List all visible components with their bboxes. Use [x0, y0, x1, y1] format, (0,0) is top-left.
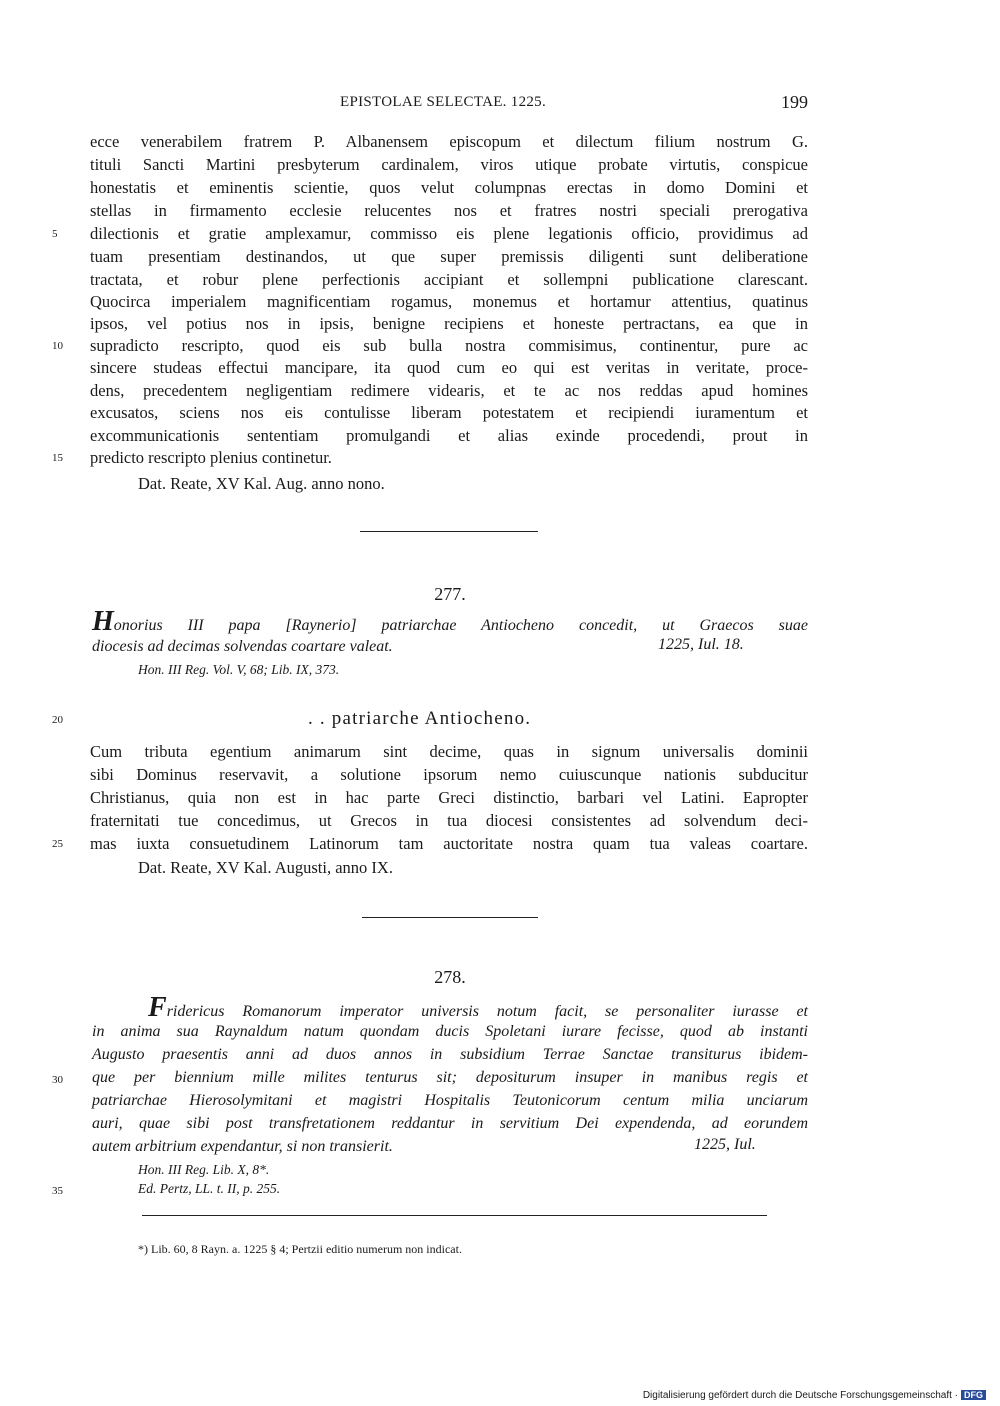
regest-line [148, 992, 808, 1023]
document-number: 277. [434, 584, 466, 604]
line-number: 35 [52, 1185, 63, 1197]
line-number: 5 [52, 228, 58, 240]
regest-line: diocesis ad decimas solvendas coartare valeat. [92, 638, 393, 655]
regest-line: auri, quae sibi post transfretationem reddantur in servitium Dei expendenda, ad eorundem [92, 1115, 808, 1132]
regest-line: Augusto praesentis anni ad duos annos in subsidium Terrae Sanctae transiturus ibidem- [92, 1046, 808, 1063]
text-line: Quocirca imperialem magnificentiam rogamus, monemus et hortamur attentius, quatinus [90, 292, 808, 311]
footnote-rule [142, 1215, 767, 1216]
address-line: . . patriarche Antiocheno. [308, 708, 532, 729]
text-line: dilectionis et gratie amplexamur, commisso eis plene legationis officio, providimus ad [90, 224, 808, 243]
line-number: 10 [52, 340, 63, 352]
funding-text: Digitalisierung gefördert durch die Deutsche Forschungsgemeinschaft · [642, 1390, 958, 1401]
regest-line [92, 606, 808, 637]
footnote: *) Lib. 60, 8 Rayn. a. 1225 § 4; Pertzii editio numerum non indicat. [138, 1242, 462, 1256]
regest-initial: F [148, 992, 167, 1023]
text-line: tuam presentiam destinandos, ut que super premissis diligenti sunt deliberatione [90, 247, 808, 266]
regest-line: patriarchae Hierosolymitani et magistri Hospitalis Teutonicorum centum milia unciarum [92, 1092, 808, 1109]
text-line: supradicto rescripto, quod eis sub bulla nostra commisimus, continentur, pure ac [90, 336, 808, 355]
text-line: tituli Sancti Martini presbyterum cardinalem, viros utique probate virtutis, conspicue [90, 155, 808, 174]
dating-clause: Dat. Reate, XV Kal. Aug. anno nono. [138, 474, 385, 493]
line-number: 20 [52, 714, 63, 726]
source-citation: Ed. Pertz, LL. t. II, p. 255. [138, 1181, 281, 1196]
text-line: excommunicationis sententiam promulgandi et alias exinde procedendi, prout in [90, 426, 808, 445]
page-number: 199 [781, 92, 808, 112]
running-title: EPISTOLAE SELECTAE. 1225. [340, 94, 547, 110]
text-line: Cum tributa egentium animarum sint decime, quas in signum universalis dominii [90, 742, 808, 761]
section-divider [360, 531, 538, 532]
line-number: 15 [52, 452, 63, 464]
line-number: 25 [52, 838, 63, 850]
line-number: 30 [52, 1074, 63, 1086]
regest-text: ridericus Romanorum imperator universis notum facit, se personaliter iurasse et [166, 1003, 808, 1020]
dating-clause: Dat. Reate, XV Kal. Augusti, anno IX. [138, 858, 393, 877]
text-line: fraternitati tue concedimus, ut Grecos in tua diocesi consistentes ad solvendum deci- [90, 811, 808, 830]
text-line: mas iuxta consuetudinem Latinorum tam auctoritate nostra quam tua valeas coartare. [90, 834, 808, 853]
text-line: sincere studeas effectui mancipare, ita quod cum eo qui est veritas in veritate, proce- [90, 358, 808, 377]
funding-notice [643, 1390, 986, 1401]
source-citation: Hon. III Reg. Lib. X, 8*. [138, 1162, 270, 1177]
section-divider [362, 917, 538, 918]
text-line: sibi Dominus reservavit, a solutione ipsorum nemo cuiuscunque nationis subducitur [90, 765, 808, 784]
regest-line: autem arbitrium expendantur, si non transierit. [92, 1138, 393, 1155]
page-header [90, 92, 808, 116]
regest-line: in anima sua Raynaldum natum quondam ducis Spoletani iurare fecisse, quod ab instanti [92, 1023, 808, 1040]
regest-date: 1225, Iul. 18. [658, 636, 744, 653]
document-number: 278. [434, 967, 466, 987]
text-line: dens, precedentem negligentiam redimere videaris, et te ac nos reddas apud homines [90, 381, 808, 400]
text-line: honestatis et eminentis scientie, quos velut columpnas erectas in domo Domini et [90, 178, 808, 197]
regest-text: onorius III papa [Raynerio] patriarchae Antiocheno concedit, ut Graecos suae [113, 617, 808, 634]
text-line: predicto rescripto plenius continetur. [90, 448, 332, 467]
dfg-logo: DFG [961, 1390, 986, 1400]
regest-line: que per biennium mille milites tenturus sit; depositurum insuper in manibus regis et [92, 1069, 808, 1086]
text-line: stellas in firmamento ecclesie relucentes nos et fratres nostri speciali prerogativa [90, 201, 808, 220]
regest-initial: H [92, 606, 114, 637]
text-line: ecce venerabilem fratrem P. Albanensem episcopum et dilectum filium nostrum G. [90, 132, 808, 151]
text-line: Christianus, quia non est in hac parte Greci distinctio, barbari vel Latini. Eapropter [90, 788, 808, 807]
regest-date: 1225, Iul. [694, 1136, 756, 1153]
text-line: excusatos, sciens nos eis contulisse liberam potestatem et recipiendi iuramentum et [90, 403, 808, 422]
source-citation: Hon. III Reg. Vol. V, 68; Lib. IX, 373. [138, 662, 340, 677]
text-line: tractata, et robur plene perfectionis accipiant et sollempni publicatione clarescant. [90, 270, 808, 289]
text-line: ipsos, vel potius nos in ipsis, benigne recipiens et honeste pertractans, ea que in [90, 314, 808, 333]
